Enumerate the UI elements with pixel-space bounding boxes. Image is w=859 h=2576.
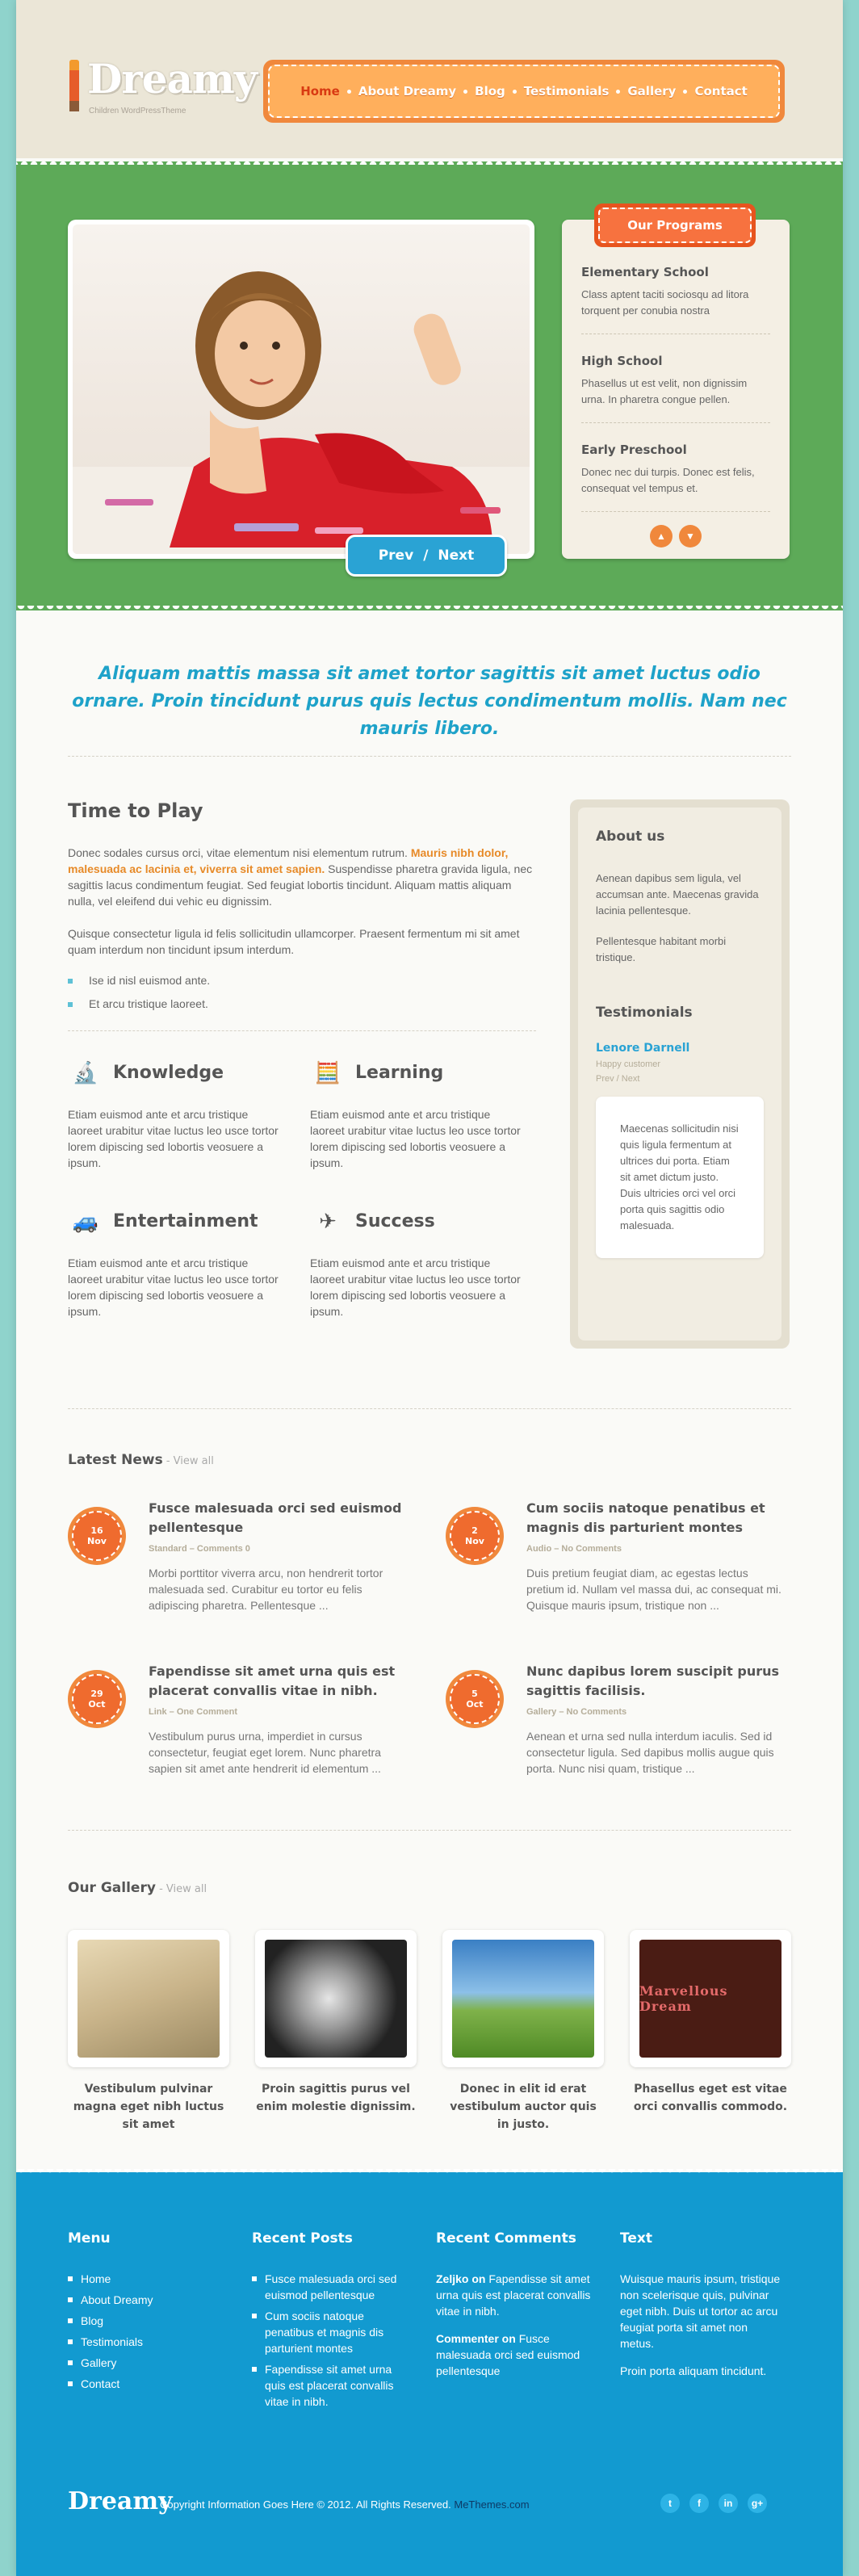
news-heading xyxy=(68,1452,214,1468)
program-title[interactable]: Early Preschool xyxy=(581,443,687,457)
news-excerpt: Morbi porttitor viverra arcu, non hendrerit tortor malesuada sed. Curabitur eu tortor eu felis adipiscing pharetra. Pellentesque ... xyxy=(149,1567,383,1612)
program-item[interactable] xyxy=(581,245,770,334)
gallery-caption: Phasellus eget est vitae orci convallis commodo. xyxy=(633,2083,788,2113)
comment-post-link[interactable]: Fapendisse sit amet urna quis est placerat convallis vitae in nibh. xyxy=(436,2272,591,2318)
nav-about[interactable]: About Dreamy xyxy=(358,84,457,99)
footer-link[interactable]: Contact xyxy=(68,2376,229,2392)
news-meta[interactable]: Gallery – No Comments xyxy=(526,1707,627,1717)
gallery-image[interactable] xyxy=(78,1940,220,2058)
news-excerpt: Duis pretium feugiat diam, ac egestas lectus pretium id. Nullam vel massa dui, ac consequat mi. Quisque mauris ipsum, tristique non ... xyxy=(526,1567,781,1612)
gallery-caption: Vestibulum pulvinar magna eget nibh luctus sit amet xyxy=(73,2083,224,2131)
news-excerpt: Aenean et urna sed nulla interdum iaculis. Sed id consectetur ligula. Sed dapibus mollis augue quis porta. Nunc nisi quam, tristique ... xyxy=(526,1730,774,1775)
date-day: 29 xyxy=(90,1689,103,1699)
main-content xyxy=(68,799,536,1021)
toy-car-icon: 🚙 xyxy=(72,1208,99,1233)
comment-on: on xyxy=(468,2272,489,2285)
footer-post-link[interactable]: Cum sociis natoque penatibus et magnis dis parturient montes xyxy=(252,2308,413,2356)
footer-menu xyxy=(68,2230,229,2397)
footer-link[interactable]: Gallery xyxy=(68,2355,229,2371)
gallery-item[interactable] xyxy=(68,1930,229,2133)
testimonials-title: Testimonials xyxy=(596,1005,693,1021)
header xyxy=(16,0,843,158)
news-item xyxy=(446,1499,785,1613)
footer-link[interactable]: About Dreamy xyxy=(68,2292,229,2308)
main-title: Time to Play xyxy=(68,799,203,822)
date-badge xyxy=(446,1670,504,1728)
footer-comment xyxy=(436,2331,597,2379)
main-paragraph: Quisque consectetur ligula id felis sollicitudin ullamcorper. Praesent fermentum mi sit amet quam interdum non tincidunt ipsum interdum. xyxy=(68,927,520,956)
news-meta[interactable]: Audio – No Comments xyxy=(526,1544,622,1554)
divider xyxy=(68,1830,791,1831)
twitter-icon[interactable]: t xyxy=(660,2494,680,2513)
footer-recent-posts-title: Recent Posts xyxy=(252,2230,353,2247)
gallery-heading xyxy=(68,1880,207,1896)
nav-separator xyxy=(347,90,351,94)
date-day: 5 xyxy=(471,1689,478,1699)
slider-nav xyxy=(346,535,507,577)
feature-text: Etiam euismod ante et arcu tristique laoreet urabitur vitae luctus leo usce tortor lorem dipiscing sed lobortis veosuere a ipsum. xyxy=(68,1108,279,1169)
child-photo-illustration xyxy=(73,224,530,554)
nav-home[interactable]: Home xyxy=(300,84,340,99)
comment-author[interactable]: Commenter xyxy=(436,2332,499,2345)
footer-text: Proin porta aliquam tincidunt. xyxy=(620,2364,767,2377)
program-text: Donec nec dui turpis. Donec est felis, consequat vel tempus et. xyxy=(581,466,755,494)
divider xyxy=(68,1408,791,1409)
main-bullets xyxy=(68,974,536,1010)
airplane-icon: ✈ xyxy=(319,1208,337,1233)
date-month: Oct xyxy=(88,1699,106,1710)
footer-link[interactable]: Blog xyxy=(68,2313,229,2329)
program-item[interactable] xyxy=(581,423,770,512)
gallery-caption: Proin sagittis purus vel enim molestie dignissim. xyxy=(256,2083,416,2113)
main-nav xyxy=(263,60,785,123)
feature-title[interactable]: Success xyxy=(355,1210,435,1231)
news-title-link[interactable]: Cum sociis natoque penatibus et magnis dis parturient montes xyxy=(526,1500,765,1535)
date-badge xyxy=(68,1670,126,1728)
nav-contact[interactable]: Contact xyxy=(694,84,748,99)
footer-menu-title: Menu xyxy=(68,2230,111,2247)
news-item xyxy=(446,1662,785,1777)
feature-learning xyxy=(310,1058,528,1171)
gallery-image[interactable] xyxy=(452,1940,594,2058)
gallery-image[interactable] xyxy=(265,1940,407,2058)
scallop-border xyxy=(16,606,843,614)
nav-separator xyxy=(683,90,687,94)
feature-text: Etiam euismod ante et arcu tristique laoreet urabitur vitae luctus leo usce tortor lorem dipiscing sed lobortis veosuere a ipsum. xyxy=(310,1257,521,1318)
main-paragraph xyxy=(68,845,536,909)
slide-image xyxy=(73,224,530,554)
nav-testimonials[interactable]: Testimonials xyxy=(523,84,610,99)
news-item xyxy=(68,1662,407,1777)
gallery-image[interactable] xyxy=(639,1940,781,2058)
googleplus-icon[interactable]: g+ xyxy=(748,2494,767,2513)
program-text: Class aptent taciti sociosqu ad litora torquent per conubia nostra xyxy=(581,288,749,317)
comment-post-link[interactable]: Fusce malesuada orci sed euismod pellentesque xyxy=(436,2332,580,2377)
feature-text: Etiam euismod ante et arcu tristique laoreet urabitur vitae luctus leo usce tortor lorem dipiscing sed lobortis veosuere a ipsum. xyxy=(68,1257,279,1318)
footer-copyright xyxy=(160,2498,530,2511)
footer-recent-comments xyxy=(436,2230,597,2390)
program-text: Phasellus ut est velit, non dignissim urna. In pharetra congue pellen. xyxy=(581,377,748,405)
gallery-view-all[interactable]: - View all xyxy=(155,1883,207,1895)
date-month: Nov xyxy=(87,1536,107,1546)
sidebar xyxy=(570,799,790,1349)
intro-text: Aliquam mattis massa sit amet tortor sagittis sit amet luctus odio ornare. Proin tincidunt purus quis lectus condimentum mollis. Nam nec mauris libero. xyxy=(72,664,787,739)
footer-post-link[interactable]: Fusce malesuada orci sed euismod pellentesque xyxy=(252,2271,413,2303)
news-item xyxy=(68,1499,407,1613)
testimonial-author[interactable]: Lenore Darnell xyxy=(596,1042,690,1055)
programs-arrows xyxy=(562,525,790,548)
main-p1-a: Donec sodales cursus orci, vitae elementum nisi elementum rutrum. xyxy=(68,846,411,859)
footer-recent-comments-title: Recent Comments xyxy=(436,2230,576,2247)
footer-comment xyxy=(436,2271,597,2319)
feature-title[interactable]: Entertainment xyxy=(113,1210,258,1231)
news-title: Latest News xyxy=(68,1452,163,1468)
linkedin-icon[interactable]: in xyxy=(719,2494,738,2513)
list-item: Et arcu tristique laoreet. xyxy=(68,997,536,1010)
news-title-link[interactable]: Fusce malesuada orci sed euismod pellentesque xyxy=(149,1500,402,1535)
sidebar-inner xyxy=(578,808,781,1340)
image-slider[interactable] xyxy=(68,220,534,564)
testimonial-quote: Maecenas sollicitudin nisi quis ligula fermentum at ultrices dui porta. Etiam sit amet dictum justo. Duis ultricies orci vel orci porta quis sagittis odio malesuada. xyxy=(596,1097,764,1258)
copyright-text: Copyright Information Goes Here © 2012. All Rights Reserved. xyxy=(160,2498,455,2511)
program-item[interactable] xyxy=(581,334,770,423)
about-text: Pellentesque habitant morbi tristique. xyxy=(596,935,727,963)
footer xyxy=(16,2172,843,2576)
logo-text: Dreamy xyxy=(87,55,257,103)
nav-separator xyxy=(513,90,517,94)
main-p1-b: Suspendisse pharetra gravida ligula, nec sagittis lacus condimentum feugiat. Sed feugiat lobortis tincidunt. Aliquam mattis aliquam nulla, vel eleifend dui vehic eu dignissim. xyxy=(68,862,533,908)
news-title-link[interactable]: Fapendisse sit amet urna quis est placerat convallis vitae in nibh. xyxy=(149,1663,396,1698)
news-title-link[interactable]: Nunc dapibus lorem suscipit purus sagittis facilisis. xyxy=(526,1663,780,1698)
gallery-item[interactable] xyxy=(255,1930,417,2116)
abacus-icon: 🧮 xyxy=(314,1059,342,1085)
chevron-down-icon[interactable]: ▼ xyxy=(679,525,702,548)
gallery-item[interactable] xyxy=(442,1930,604,2133)
footer-text-widget xyxy=(620,2230,781,2390)
feature-success xyxy=(310,1206,528,1319)
feature-entertainment xyxy=(68,1206,286,1319)
hero-section xyxy=(16,162,843,610)
programs-box xyxy=(562,220,790,559)
news-meta[interactable]: Standard – Comments 0 xyxy=(149,1544,250,1554)
programs-title: Our Programs xyxy=(598,208,752,243)
facebook-icon[interactable]: f xyxy=(689,2494,709,2513)
feature-knowledge xyxy=(68,1058,286,1171)
list-item: Ise id nisl euismod ante. xyxy=(68,974,536,987)
microscope-icon: 🔬 xyxy=(72,1059,99,1085)
programs-tab xyxy=(594,203,756,247)
testimonial-prev-next[interactable]: Prev / Next xyxy=(596,1074,640,1084)
nav-gallery[interactable]: Gallery xyxy=(627,84,677,99)
main-nav-inner xyxy=(268,65,780,118)
gallery-item[interactable] xyxy=(630,1930,791,2116)
program-title[interactable]: Elementary School xyxy=(581,265,709,279)
news-excerpt: Vestibulum purus urna, imperdiet in cursus consectetur, feugiat eget lorem. Nunc pharetra sapien sit amet ante hendrerit id elementum ... xyxy=(149,1730,381,1775)
logo-tagline: Children WordPressTheme xyxy=(89,107,186,115)
news-view-all[interactable]: - View all xyxy=(162,1455,214,1467)
divider xyxy=(68,1030,536,1031)
about-title: About us xyxy=(596,829,665,845)
date-day: 16 xyxy=(90,1525,103,1536)
main-p1-highlight: Mauris nibh dolor, malesuada ac lacinia et, viverra sit amet sapien. xyxy=(68,846,509,875)
scallop-border xyxy=(16,157,843,165)
chevron-up-icon[interactable]: ▲ xyxy=(650,525,673,548)
nav-blog[interactable]: Blog xyxy=(475,84,505,99)
slider-prev-button[interactable]: Prev xyxy=(378,548,414,564)
date-month: Oct xyxy=(466,1699,484,1710)
footer-text-title: Text xyxy=(620,2230,652,2247)
nav-separator xyxy=(463,90,467,94)
date-badge xyxy=(68,1507,126,1565)
pencil-icon xyxy=(69,60,79,111)
gallery-caption: Donec in elit id erat vestibulum auctor quis in justo. xyxy=(450,2083,597,2131)
footer-logo[interactable]: Dreamy xyxy=(68,2487,173,2515)
date-month: Nov xyxy=(465,1536,484,1546)
scallop-border xyxy=(16,2169,843,2177)
page xyxy=(16,0,843,2576)
slider-next-button[interactable]: Next xyxy=(438,548,475,564)
footer-text: Wuisque mauris ipsum, tristique non scelerisque quis, pulvinar eget nibh. Duis ut tortor ac arcu feugiat porta sit amet non metus. xyxy=(620,2272,781,2350)
program-title[interactable]: High School xyxy=(581,354,663,368)
footer-link[interactable]: Home xyxy=(68,2271,229,2287)
comment-author[interactable]: Zeljko xyxy=(436,2272,469,2285)
copyright-link[interactable]: MeThemes.com xyxy=(454,2498,530,2511)
nav-separator xyxy=(616,90,620,94)
gallery-title: Our Gallery xyxy=(68,1880,156,1896)
comment-on: on xyxy=(498,2332,519,2345)
news-meta[interactable]: Link – One Comment xyxy=(149,1707,238,1717)
feature-title[interactable]: Knowledge xyxy=(113,1062,224,1083)
about-text: Aenean dapibus sem ligula, vel accumsan ante. Maecenas gravida lacinia pellentesque. xyxy=(596,872,759,917)
testimonial-role: Happy customer xyxy=(596,1059,661,1069)
footer-link[interactable]: Testimonials xyxy=(68,2334,229,2350)
date-badge xyxy=(446,1507,504,1565)
feature-title[interactable]: Learning xyxy=(355,1062,444,1083)
social-links xyxy=(660,2494,767,2513)
feature-text: Etiam euismod ante et arcu tristique laoreet urabitur vitae luctus leo usce tortor lorem dipiscing sed lobortis veosuere a ipsum. xyxy=(310,1108,521,1169)
slider-separator: / xyxy=(423,548,429,564)
divider xyxy=(68,756,791,757)
date-day: 2 xyxy=(471,1525,478,1536)
footer-post-link[interactable]: Fapendisse sit amet urna quis est placerat convallis vitae in nibh. xyxy=(252,2361,413,2410)
footer-recent-posts xyxy=(252,2230,413,2414)
gallery-art-text: Marvellous Dream xyxy=(639,1983,728,2014)
